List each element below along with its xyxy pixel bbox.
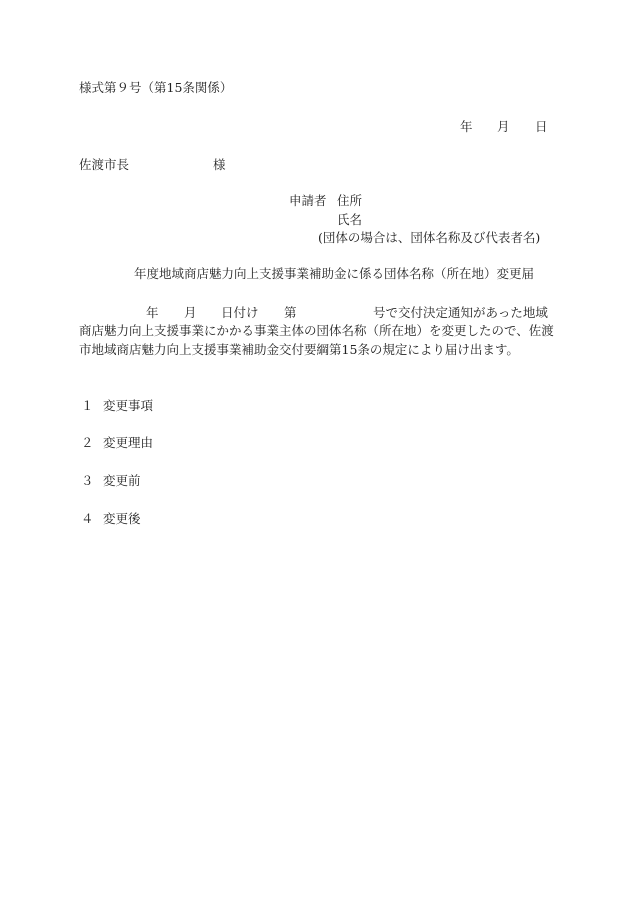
addressee-honorific: 様	[213, 157, 226, 172]
item-label: 変更後	[103, 511, 141, 526]
item-number: ４	[81, 511, 94, 526]
body-line1-rest: 号で交付決定通知があった地域	[373, 305, 548, 320]
date-day: 日	[535, 119, 548, 134]
applicant-address-label: 住所	[337, 193, 363, 208]
body-number-prefix: 第	[284, 305, 297, 320]
item-number: ２	[81, 435, 94, 450]
document-title: 年度地域商店魅力向上支援事業補助金に係る団体名称（所在地）変更届	[134, 266, 535, 281]
body-line3: 市地域商店魅力向上支援事業補助金交付要綱第15条の規定により届け出ます。	[79, 342, 519, 357]
item-label: 変更前	[103, 473, 141, 488]
addressee-name: 佐渡市長	[79, 157, 130, 172]
item-number: １	[81, 398, 94, 413]
applicant-name-label: 氏名	[337, 212, 363, 227]
item-label: 変更事項	[103, 398, 154, 413]
applicant-role: 申請者	[289, 193, 327, 208]
date-year: 年	[460, 119, 473, 134]
date-month: 月	[497, 119, 510, 134]
body-line2: 商店魅力向上支援事業にかかる事業主体の団体名称（所在地）を変更したので、佐渡	[79, 323, 554, 338]
form-number-label: 様式第９号（第15条関係）	[79, 80, 233, 95]
item-number: ３	[81, 473, 94, 488]
item-label: 変更理由	[103, 435, 154, 450]
body-dated: 日付け	[221, 305, 259, 320]
body-month: 月	[184, 305, 197, 320]
body-year: 年	[146, 305, 159, 320]
applicant-group-note: (団体の場合は、団体名称及び代表者名)	[318, 230, 541, 245]
